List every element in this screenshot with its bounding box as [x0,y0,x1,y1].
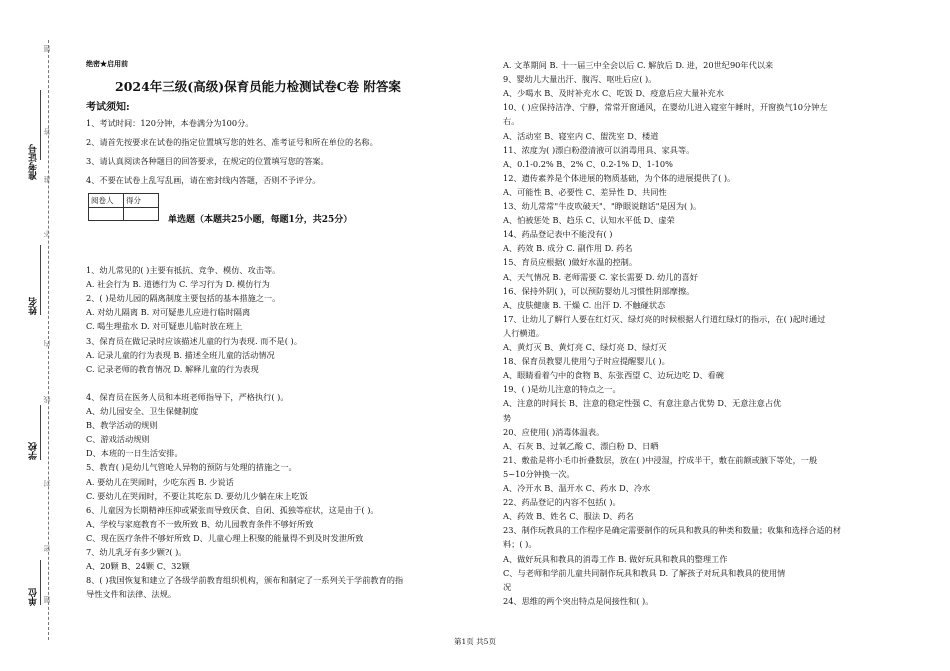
notice-item: 2、请首先按要求在试卷的指定位置填写您的姓名、准考证号和所在单位的名称。 [86,137,378,147]
question-line: A、石灰 B、过氧乙酸 C、漂白粉 D、日晒 [503,440,659,451]
question-line: A、注意的时间长 B、注意的稳定性强 C、有意注意占优势 D、无意注意占优 [503,398,782,409]
question-line: 24、思维的两个突出特点是间接性和( )。 [503,595,654,606]
question-line: A、学校与家庭教育不一致所致 B、幼儿园教育条件不够好所致 [86,518,314,529]
question-line: A、皮肤健康 B. 干燥 C. 出汗 D. 不触碰状态 [503,299,666,310]
question-line: 16、保持外阴( )，可以预防婴幼儿习惯性阴部摩擦。 [503,285,695,296]
question-line: 13、幼儿常常"牛皮吹破天"、"睁眼说瞎话"是因为( )。 [503,201,702,211]
question-line: 7、幼儿乳牙有多少颗?( )。 [86,547,187,557]
question-line: 导性文件和法律、法规。 [86,589,177,600]
binding-mark: 内 [43,340,51,347]
question-line: A、眼睛看着勺中的食物 B、东张西望 C、边玩边吃 D、看碗 [503,370,724,381]
score-table-cell[interactable] [124,208,159,221]
question-line: 20、应使用( )消毒体温表。 [503,426,605,437]
question-line: 18、保育员教婴儿使用勺子时应提醒婴儿( )。 [503,356,670,367]
question-line: 8、( )我国恢复和建立了各级学前教育组织机构，颁布和制定了一系列关于学前教育的指 [86,575,404,586]
question-line: 5、教育( )是幼儿气管呛人异物的预防与处理的措施之一。 [86,462,297,473]
question-line: 4、保育员在医务人员和本班老师指导下，严格执行( )。 [86,391,289,402]
binding-mark: 答 [43,128,51,135]
notice-item: 1、考试时间：120分钟，本卷满分为100分。 [86,118,254,128]
question-line: 右。 [503,116,520,127]
question-line: A、少喝水 B、及时补充水 C、吃饭 D、疫意后应大量补充水 [503,88,724,99]
question-line: D、本班的一日生活安排。 [86,448,183,459]
exam-number-label: 准考证号 [29,144,39,180]
question-line: C、游戏活动规则 [86,434,150,445]
question-line: A、天气情况 B. 老师需要 C. 家长需要 D. 幼儿的喜好 [503,271,698,282]
question-line: 12、遗传素养是个体进展的物质基础，为个体的进展提供了( )。 [503,172,736,183]
question-line: A、冷开水 B、温开水 C、药水 D、冷水 [503,483,651,493]
question-line: 料；( )。 [503,539,537,550]
question-line: A、黄灯灭 B、黄灯亮 C、绿灯亮 D、绿灯灭 [503,342,667,352]
school-line [40,405,41,460]
page-title: 2024年三级(高级)保育员能力检测试卷C卷 附答案 [115,79,401,94]
unit-label: 单位 [29,588,39,606]
notice-item: 3、请认真阅读各种题目的回答要求，在规定的位置填写您的答案。 [86,156,329,166]
question-line: C. 记录老师的教育情况 D. 解释儿童的行为表现 [86,363,259,374]
question-line: 3、保育员在做记录时应该描述儿童的行为表现. 而不是( )。 [86,335,302,346]
notice-item: 4、不要在试卷上乱写乱画，请在密封线内答题，否则不予评分。 [86,175,321,185]
question-line: A、药效 B. 成分 C. 副作用 D. 药名 [503,243,633,254]
question-line: 况 [503,581,512,592]
question-line: 11、浓度为( )漂白粉澄清液可以消毒用具、家具等。 [503,144,695,155]
question-line: A、怕被惩处 B、趋乐 C、认知水平低 D、虚荣 [503,215,675,226]
question-line: 19、( )是幼儿注意的特点之一。 [503,384,621,395]
score-table-grader: 阅卷人 [89,194,124,208]
question-line: 10、( )应保持洁净、宁静，常常开窗通风，在婴幼儿进入寝室午睡时，开窗换气10分钟左 [503,102,828,113]
question-line: 15、育员应根据( )做好水温的控制。 [503,257,638,268]
name-label: 姓名 [29,297,39,315]
question-line: A. 对幼儿隔离 B. 对可疑患儿应进行临时隔离 [86,307,251,318]
question-line: A. 文革期间 B. 十一届三中全会以后 C. 解放后 D. 进，20世纪90年代以来 [503,60,774,70]
question-line: C. 要幼儿在哭闹时，不要让其吃东 D. 要幼儿少躺在床上吃饭 [86,490,308,501]
question-line: C、与老师和学前儿童共同制作玩具和教具 D. 了解孩子对玩具和教具的使用情 [503,567,786,578]
question-line: 6、儿童因为长期精神压抑或紧张而导致厌食、自闭、孤独等症状，这是由于( )。 [86,504,379,515]
question-line: A、药效 B、姓名 C、服法 D、药名 [503,511,634,522]
question-line: 人行横道。 [503,327,544,338]
question-line: 17、让幼儿了解行人要在红灯灭、绿灯亮的时候根据人行道红绿灯的指示，在( )起时通过 [503,313,826,324]
question-line: A、可能性 B、必要性 C、差异性 D、共同性 [503,186,667,197]
question-line: 9、婴幼儿大量出汗、腹泻、呕吐后应( )。 [503,74,657,85]
section-heading: 单选题（本题共25小题，每题1分，共25分） [168,215,353,225]
question-line: 势 [503,412,512,423]
question-line: A. 记录儿童的行为表现 B. 描述全班儿童的活动情况 [86,349,275,360]
question-line: C、现在医疗条件不够好所致 D、儿童心理上积聚的能量得不到及时发泄所致 [86,532,364,543]
question-line: B、教学活动的规则 [86,420,158,431]
score-table-cell[interactable] [89,208,124,221]
question-line: 21、敷盐是将小毛巾折叠数层，放在( )中浸湿，拧成半干，敷在前额或腋下等处，一般 [503,454,818,465]
binding-mark: 线 [43,396,51,403]
binding-mark: 题 [43,45,51,52]
notice-heading: 考试须知: [86,102,130,113]
question-line: A. 社会行为 B. 道德行为 C. 学习行为 D. 模仿行为 [86,279,270,290]
binding-mark: 准 [43,176,51,183]
question-line: A、活动室 B、寝室内 C、盥洗室 D、楼道 [503,130,659,141]
page-footer: 第1页 共5页 [454,637,496,646]
question-line: A、幼儿园安全、卫生保健制度 [86,406,199,416]
question-line: 22、药品登记的内容不包括( )。 [503,497,621,508]
binding-mark: 题 [43,596,51,603]
question-line: 14、药品登记表中不能没有( ) [503,229,613,240]
question-line: A、0.1-0.2% B、2% C、0.2-1% D、1-10% [503,158,673,169]
question-line: 23、制作玩教具的工作程序是确定需要制作的玩具和教具的种类和数量；收集和选择合适的材 [503,525,841,536]
question-line: A、20颗 B、24颗 C、32颗 [86,561,190,572]
school-label: 学校 [29,442,39,460]
binding-mark: 不 [43,230,51,237]
name-line [40,245,41,315]
question-line: A. 要幼儿在哭闹时，少吃东西 B. 少说话 [86,476,234,487]
secret-label: 绝密★启用前 [86,59,128,68]
question-line: 5~10分钟换一次。 [503,468,575,479]
question-line: 1、幼儿常见的( )主要有抵抗、竞争、模仿、攻击等。 [86,265,281,275]
exam-number-line [40,90,41,160]
question-line: 2、( )是幼儿园的隔离制度主要包括的基本措施之一。 [86,293,281,304]
question-line: C. 喝生理盐水 D. 对可疑患儿临时放在班上 [86,321,243,332]
question-line: A、做好玩具和教具的消毒工作 B. 做好玩具和教具的整理工作 [503,553,728,564]
binding-mark: 封 [43,480,51,487]
unit-line [40,560,41,605]
binding-mark: 密 [43,545,51,552]
score-table-score: 得分 [124,194,159,208]
score-table [88,193,159,221]
